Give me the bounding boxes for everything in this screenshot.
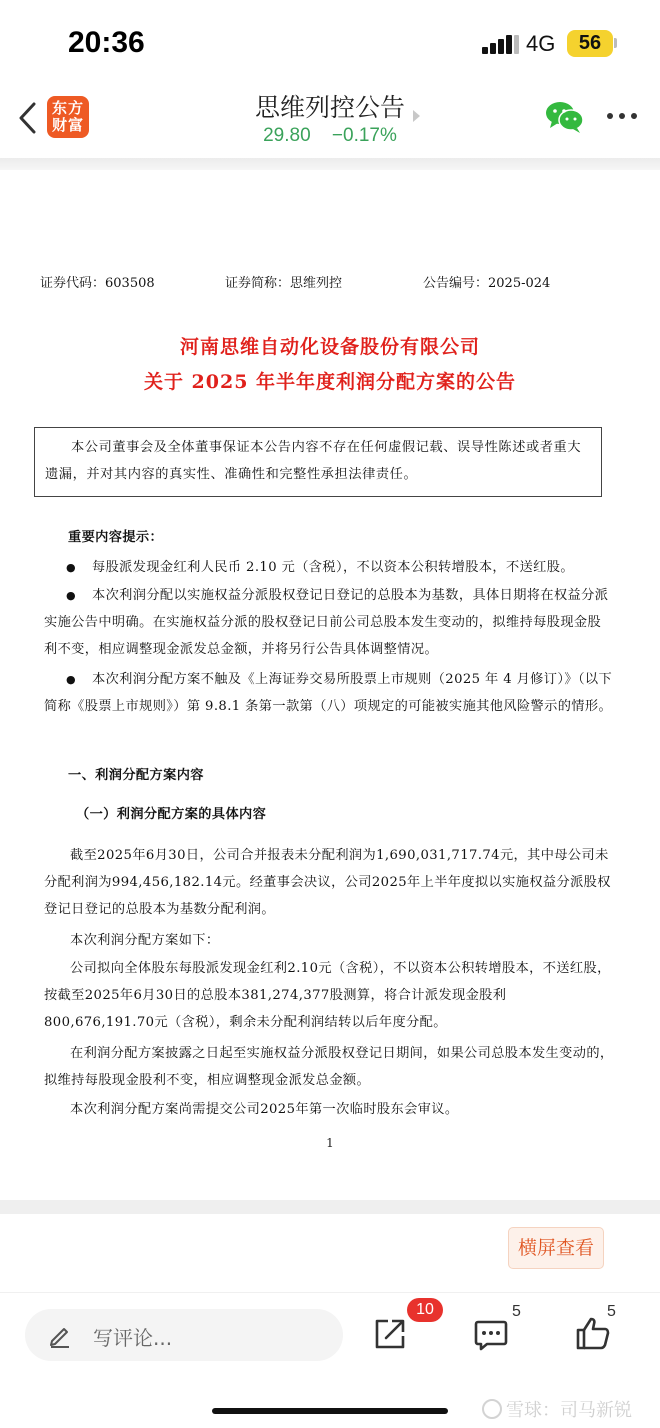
comment-icon[interactable] (473, 1318, 509, 1352)
status-bar (0, 0, 660, 80)
comment-input[interactable] (25, 1309, 343, 1361)
body-paragraph: 本次利润分配方案尚需提交公司2025年第一次临时股东会审议。 (70, 1102, 459, 1117)
battery-tip (614, 38, 617, 48)
wechat-share-icon[interactable] (545, 100, 585, 134)
share-icon[interactable] (372, 1316, 408, 1352)
subsection-heading: （一）利润分配方案的具体内容 (76, 807, 267, 822)
comment-count: 5 (512, 1303, 521, 1320)
key-point-item: ●本次利润分配方案不触及《上海证券交易所股票上市规则（2025 年 4 月修订）》（以下简称《股票上市规则》）第 9.8.1 条第一款第（八）项规定的可能被实施其他风险警示的情形。 (44, 666, 614, 720)
security-code: 证券代码：603508 (40, 276, 155, 291)
notice-number: 公告编号：2025-024 (423, 276, 551, 291)
key-point-item: ●每股派发现金红利人民币 2.10 元（含税），不以资本公积转增股本，不送红股。 (44, 554, 614, 581)
home-indicator[interactable] (212, 1408, 448, 1414)
disclaimer-text: 本公司董事会及全体董事保证本公告内容不存在任何虚假记载、误导性陈述或者重大遗漏，并对其内容的真实性、准确性和完整性承担法律责任。 (45, 440, 582, 482)
snowball-logo-icon (482, 1399, 502, 1419)
document-top-divider (0, 158, 660, 170)
landscape-view-button[interactable]: 横屏查看 (508, 1227, 604, 1269)
announcement-document (0, 170, 660, 1200)
stock-change: −0.17% (331, 125, 397, 146)
key-points-heading: 重要内容提示： (68, 530, 164, 545)
watermark: 雪球：司马新锐 (482, 1396, 632, 1422)
key-point-item: ●本次利润分配以实施权益分派股权登记日登记的总股本为基数，具体日期将在权益分派实施公告中明确。在实施权益分派的股权登记日前公司总股本发生变动的，拟维持每股现金股利不变，相应调整现金派发总金额，并将另行公告具体调整情况。 (44, 582, 614, 663)
body-paragraph: 截至2025年6月30日，公司合并报表未分配利润为1,690,031,717.74元，其中母公司未分配利润为994,456,182.14元。经董事会决议，公司2025年上半年度拟以实施权益分派股权登记日登记的总股本为基数分配利润。 (44, 848, 611, 917)
body-paragraph: 本次利润分配方案如下： (70, 933, 220, 948)
app-logo[interactable]: 东方财富 (47, 96, 89, 138)
share-count-badge: 10 (407, 1298, 443, 1322)
signal-icon (482, 34, 520, 54)
nav-header (0, 80, 660, 158)
bullet-icon (44, 582, 92, 609)
page-title: 思维列控公告 (254, 93, 405, 122)
status-time: 20:36 (68, 26, 145, 59)
security-short-name: 证券简称：思维列控 (225, 276, 343, 291)
comment-placeholder: 写评论... (93, 1326, 173, 1350)
quote-arrow-icon (413, 110, 420, 122)
bullet-icon (44, 554, 92, 581)
thumbs-up-icon[interactable] (575, 1315, 611, 1351)
disclaimer-box (34, 427, 602, 497)
more-icon[interactable] (607, 113, 639, 121)
section-heading: 一、利润分配方案内容 (68, 768, 204, 783)
like-count: 5 (607, 1303, 616, 1320)
battery-icon: 56 (567, 30, 613, 57)
document-bottom-divider (0, 1200, 660, 1214)
stock-price: 29.80 (263, 125, 311, 146)
page-number: 1 (326, 1136, 334, 1150)
body-paragraph: 公司拟向全体股东每股派发现金红利2.10元（含税），不以资本公积转增股本，不送红股，按截至2025年6月30日的总股本381,274,377股测算，将合计派发现金股利800,676,191.70元（含税），剩余未分配利润结转以后年度分配。 (44, 961, 611, 1030)
body-paragraph: 在利润分配方案披露之日起至实施权益分派股权登记日期间，如果公司总股本发生变动的，拟维持每股现金股利不变，相应调整现金派发总金额。 (44, 1046, 614, 1088)
pencil-icon (47, 1322, 73, 1348)
document-title-line1: 河南思维自动化设备股份有限公司 (179, 336, 480, 358)
bottom-action-bar (0, 1292, 660, 1428)
network-label: 4G (526, 31, 556, 56)
document-title-line2: 关于 2025 年半年度利润分配方案的公告 (143, 371, 517, 393)
bullet-icon (44, 666, 92, 693)
